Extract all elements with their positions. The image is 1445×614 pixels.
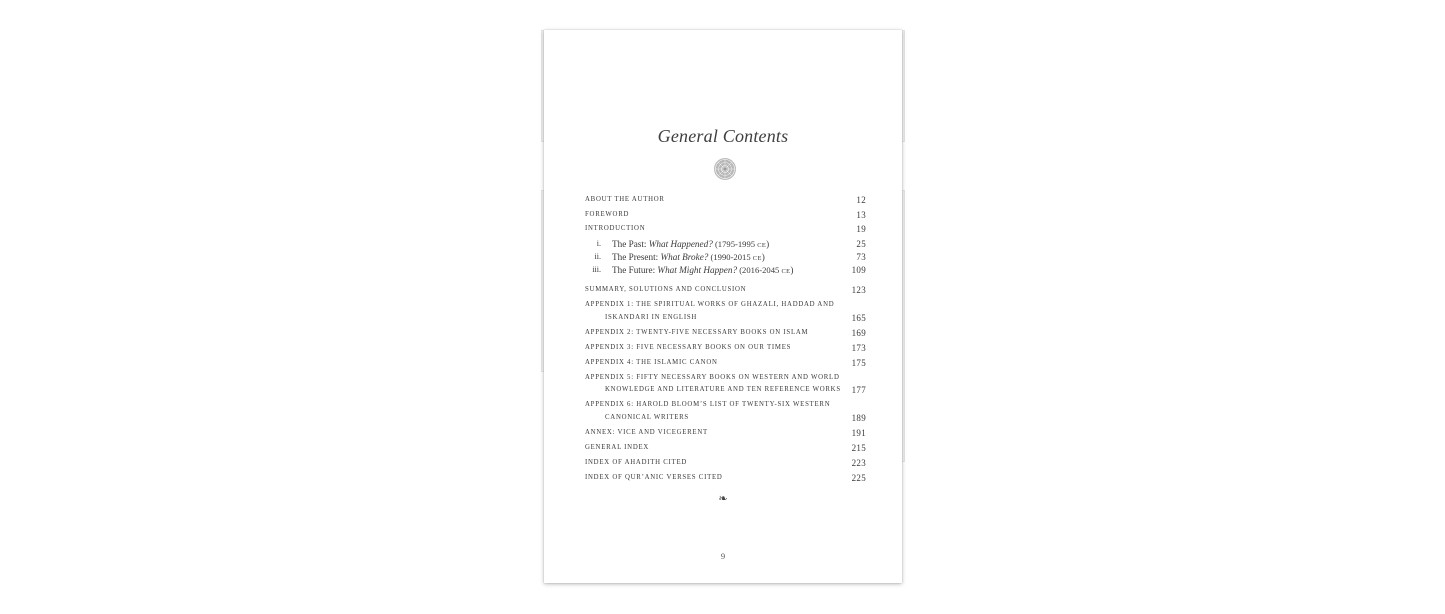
toc-page-number: 191 (851, 428, 866, 438)
part-title: The Past: What Happened? (1795-1995 CE) (612, 239, 770, 249)
rosette-ornament-icon (713, 157, 737, 181)
fleuron-icon: ❧ (718, 493, 728, 505)
toc-label: APPENDIX 5: FIFTY NECESSARY BOOKS ON WESTERN AND WORLD (585, 374, 840, 381)
toc-label: SUMMARY, SOLUTIONS AND CONCLUSION (585, 286, 747, 293)
toc-page-number: 13 (856, 210, 866, 220)
toc-label: ABOUT THE AUTHOR (585, 196, 665, 203)
toc-page-number: 25 (856, 239, 866, 249)
toc-label: APPENDIX 3: FIVE NECESSARY BOOKS ON OUR TIMES (585, 344, 792, 351)
toc-label: INDEX OF AHADITH CITED (585, 459, 688, 466)
part-numeral: i. (596, 239, 601, 248)
toc-page-number: 165 (851, 313, 866, 323)
toc-page-number: 173 (851, 343, 866, 353)
toc-page-number: 175 (851, 358, 866, 368)
toc-label: GENERAL INDEX (585, 444, 650, 451)
toc-page-number: 12 (856, 195, 866, 205)
toc-label: APPENDIX 6: HAROLD BLOOM’S LIST OF TWENTY-SIX WESTERN (585, 401, 831, 408)
part-numeral: iii. (592, 265, 601, 274)
page-title: General Contents (657, 126, 789, 146)
toc-label: FOREWORD (585, 211, 630, 218)
toc-label: INTRODUCTION (585, 225, 646, 232)
toc-label-continued: CANONICAL WRITERS (605, 414, 689, 421)
toc-label: APPENDIX 1: THE SPIRITUAL WORKS OF GHAZALI, HADDAD AND (585, 301, 835, 308)
toc-label: APPENDIX 2: TWENTY-FIVE NECESSARY BOOKS ON ISLAM (585, 329, 809, 336)
toc-page-number: 225 (851, 473, 866, 483)
document-page (544, 30, 902, 583)
part-title: The Future: What Might Happen? (2016-2045 CE) (612, 265, 794, 275)
page-number: 9 (720, 551, 726, 561)
part-title: The Present: What Broke? (1990-2015 CE) (612, 252, 765, 262)
toc-page-number: 109 (851, 265, 866, 275)
toc-label: ANNEX: VICE AND VICEGERENT (585, 429, 708, 436)
toc-page-number: 73 (856, 252, 866, 262)
toc-page-number: 123 (851, 285, 866, 295)
toc-label: APPENDIX 4: THE ISLAMIC CANON (585, 359, 718, 366)
toc-page-number: 223 (851, 458, 866, 468)
part-numeral: ii. (594, 252, 601, 261)
toc-page-number: 169 (851, 328, 866, 338)
toc-label-continued: KNOWLEDGE AND LITERATURE AND TEN REFERENCE WORKS (605, 386, 841, 393)
toc-page-number: 215 (851, 443, 866, 453)
toc-page-number: 189 (851, 413, 866, 423)
toc-page-number: 19 (856, 224, 866, 234)
toc-label: INDEX OF QUR’ANIC VERSES CITED (585, 474, 723, 481)
toc-label-continued: ISKANDARI IN ENGLISH (605, 314, 698, 321)
toc-page-number: 177 (851, 385, 866, 395)
